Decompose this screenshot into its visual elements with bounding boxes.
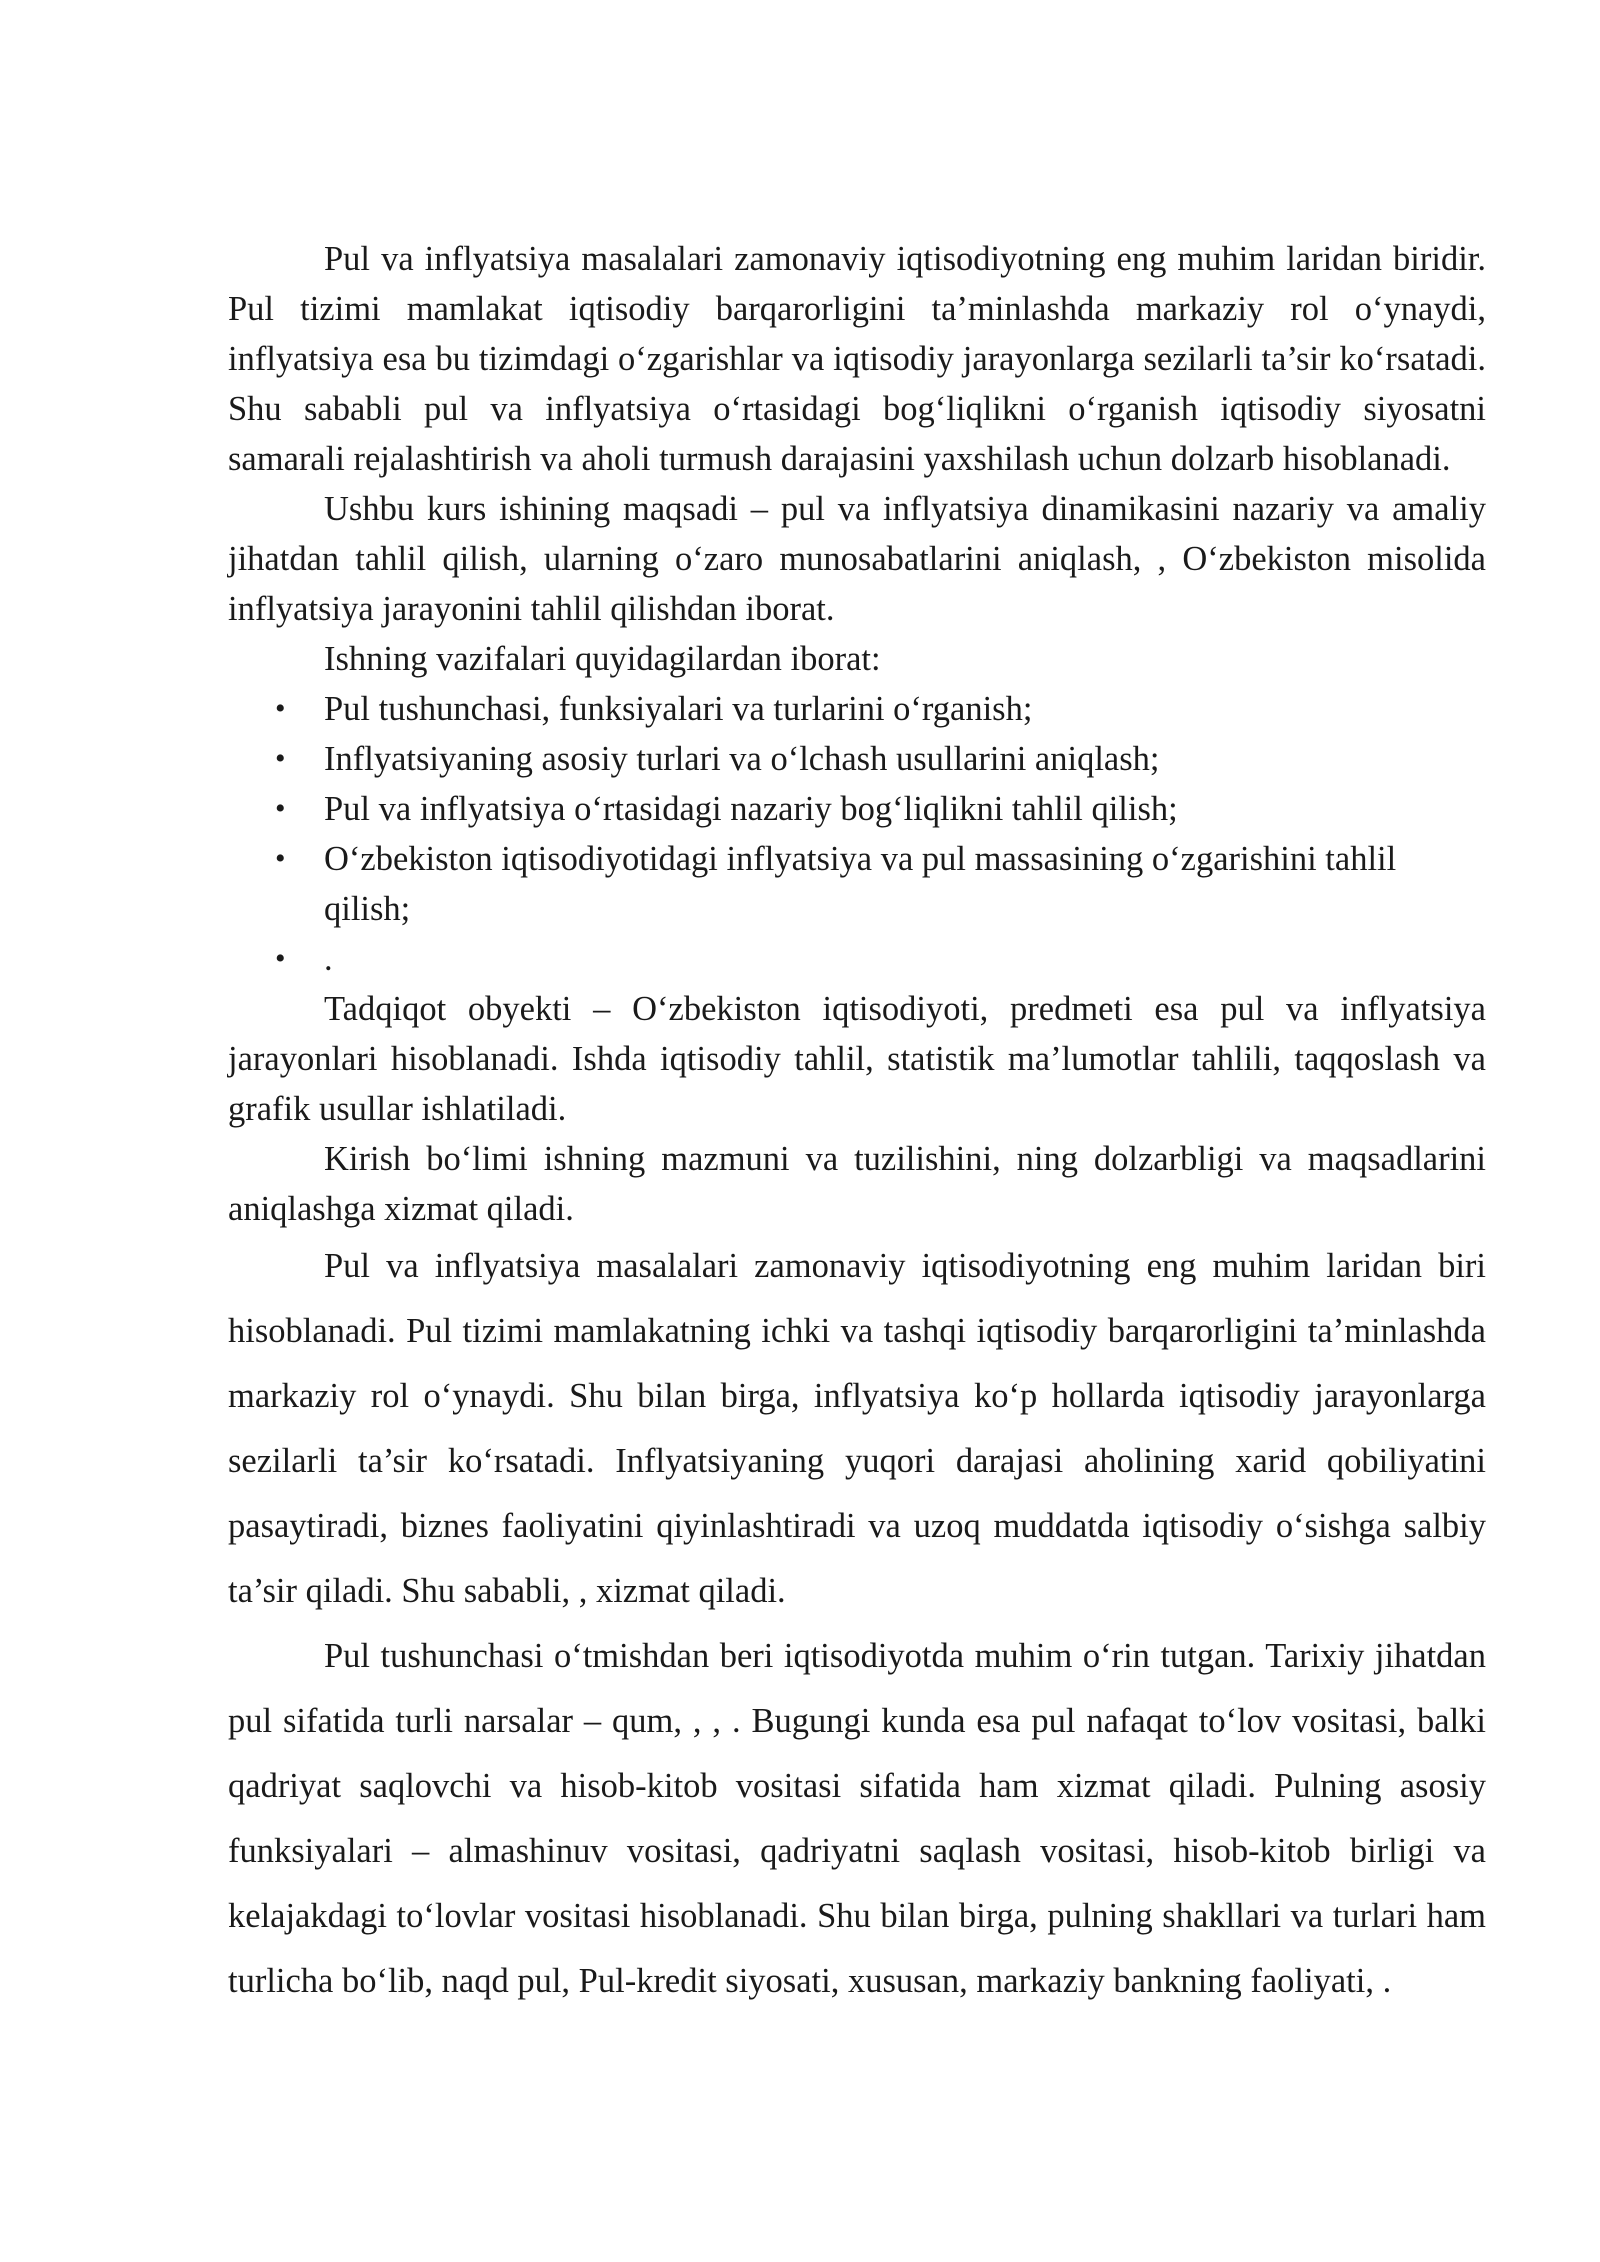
bullet-icon: • bbox=[275, 942, 286, 975]
list-item bbox=[275, 784, 1486, 834]
list-item bbox=[275, 734, 1486, 784]
document-page bbox=[228, 234, 1486, 2014]
list-item-text: . bbox=[324, 940, 333, 978]
tasks-heading: Ishning vazifalari quyidagilardan iborat: bbox=[324, 640, 881, 678]
research-object-paragraph: Tadqiqot obyekti – O‘zbekiston iqtisodiyoti, predmeti esa pul va inflyatsiya jarayonlari hisoblanadi. Ishda iqtisodiy tahlil, statistik ma’lumotlar tahlili, taqqoslash va grafik usullar ishlatiladi. bbox=[228, 990, 1486, 1128]
list-item-text: O‘zbekiston iqtisodiyotidagi inflyatsiya va pul massasining o‘zgarishini tahlil qilish; bbox=[324, 840, 1397, 928]
list-item-text: Pul tushunchasi, funksiyalari va turlarini o‘rganish; bbox=[324, 690, 1033, 728]
purpose-paragraph: Ushbu kurs ishining maqsadi – pul va inflyatsiya dinamikasini nazariy va amaliy jihatdan tahlil qilish, ularning o‘zaro munosabatlarini aniqlash, , O‘zbekiston misolida inflyatsiya jarayonini tahlil qilishdan iborat. bbox=[228, 490, 1486, 628]
introduction-section-paragraph: Kirish bo‘limi ishning mazmuni va tuzilishini, ning dolzarbligi va maqsadlarini aniqlashga xizmat qiladi. bbox=[228, 1140, 1486, 1228]
list-item-text: Pul va inflyatsiya o‘rtasidagi nazariy bog‘liqlikni tahlil qilish; bbox=[324, 790, 1178, 828]
bullet-icon: • bbox=[275, 742, 286, 775]
list-item-text: Inflyatsiyaning asosiy turlari va o‘lchash usullarini aniqlash; bbox=[324, 740, 1160, 778]
bullet-icon: • bbox=[275, 842, 286, 875]
bullet-icon: • bbox=[275, 692, 286, 725]
bullet-icon: • bbox=[275, 792, 286, 825]
inflation-overview-paragraph: Pul va inflyatsiya masalalari zamonaviy iqtisodiyotning eng muhim laridan biri hisoblanadi. Pul tizimi mamlakatning ichki va tashqi iqtisodiy barqarorligini ta’minlashda markaziy rol o‘ynaydi. Shu bilan birga, inflyatsiya ko‘p hollarda iqtisodiy jarayonlarga sezilarli ta’sir ko‘rsatadi. Inflyatsiyaning yuqori darajasi aholining xarid qobiliyatini pasaytiradi, biznes faoliyatini qiyinlashtiradi va uzoq muddatda iqtisodiy o‘sishga salbiy ta’sir qiladi. Shu sababli, , xizmat qiladi. bbox=[228, 1247, 1486, 1610]
list-item bbox=[275, 834, 1486, 934]
tasks-list bbox=[228, 684, 1486, 984]
intro-paragraph: Pul va inflyatsiya masalalari zamonaviy iqtisodiyotning eng muhim laridan biridir. Pul tizimi mamlakat iqtisodiy barqarorligini ta’minlashda markaziy rol o‘ynaydi, inflyatsiya esa bu tizimdagi o‘zgarishlar va iqtisodiy jarayonlarga sezilarli ta’sir ko‘rsatadi. Shu sababli pul va inflyatsiya o‘rtasidagi bog‘liqlikni o‘rganish iqtisodiy siyosatni samarali rejalashtirish va aholi turmush darajasini yaxshilash uchun dolzarb hisoblanadi. bbox=[228, 240, 1486, 478]
list-item bbox=[275, 934, 1486, 984]
list-item bbox=[275, 684, 1486, 734]
money-concept-paragraph: Pul tushunchasi o‘tmishdan beri iqtisodiyotda muhim o‘rin tutgan. Tarixiy jihatdan pul sifatida turli narsalar – qum, , , . Bugungi kunda esa pul nafaqat to‘lov vositasi, balki qadriyat saqlovchi va hisob-kitob vositasi sifatida ham xizmat qiladi. Pulning asosiy funksiyalari – almashinuv vositasi, qadriyatni saqlash vositasi, hisob-kitob birligi va kelajakdagi to‘lovlar vositasi hisoblanadi. Shu bilan birga, pulning shakllari va turlari ham turlicha bo‘lib, naqd pul, Pul-kredit siyosati, xususan, markaziy bankning faoliyati, . bbox=[228, 1637, 1486, 2000]
